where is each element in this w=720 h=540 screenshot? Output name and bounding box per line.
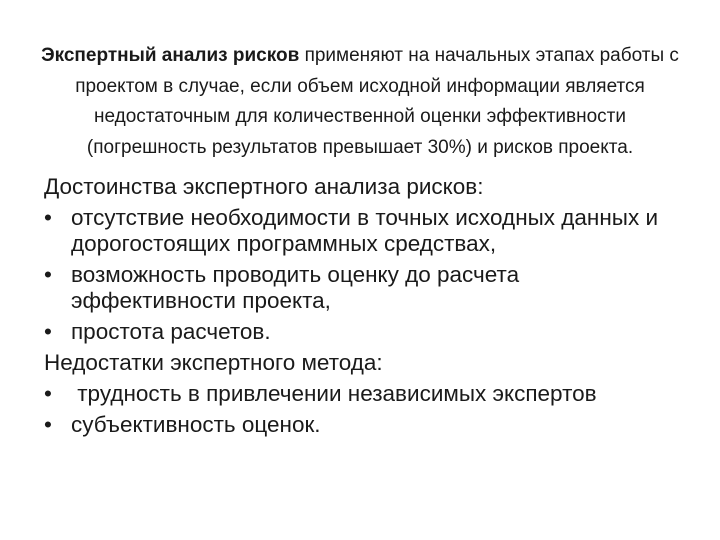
list-item <box>44 412 684 438</box>
list-item <box>44 205 684 257</box>
disadvantages-list <box>44 381 684 438</box>
advantages-heading: Достоинства экспертного анализа рисков: <box>44 174 484 199</box>
intro-paragraph <box>40 41 680 163</box>
advantages-list <box>44 205 684 345</box>
main-content <box>44 174 684 443</box>
list-item <box>44 319 684 345</box>
intro-term: Экспертный анализ рисков <box>41 45 300 66</box>
bullet-icon: • <box>44 381 52 406</box>
list-item <box>44 381 684 407</box>
list-item-text: простота расчетов. <box>71 319 271 344</box>
bullet-icon: • <box>44 205 52 230</box>
list-item-text: субъективность оценок. <box>71 412 321 437</box>
list-item-text: отсутствие необходимости в точных исходных данных и дорогостоящих программных средствах, <box>71 205 659 256</box>
list-item <box>44 262 684 314</box>
bullet-icon: • <box>44 319 52 344</box>
bullet-icon: • <box>44 262 52 287</box>
disadvantages-heading: Недостатки экспертного метода: <box>44 350 383 375</box>
bullet-icon: • <box>44 412 52 437</box>
list-item-text: возможность проводить оценку до расчета эффективности проекта, <box>71 262 520 313</box>
list-item-text: трудность в привлечении независимых экспертов <box>71 381 597 406</box>
intro-text: применяют на начальных этапах работы с проектом в случае, если объем исходной информации является недостаточным для количественной оценки эффективности (погрешность результатов превышает 30%) и рисков проекта. <box>75 45 679 158</box>
